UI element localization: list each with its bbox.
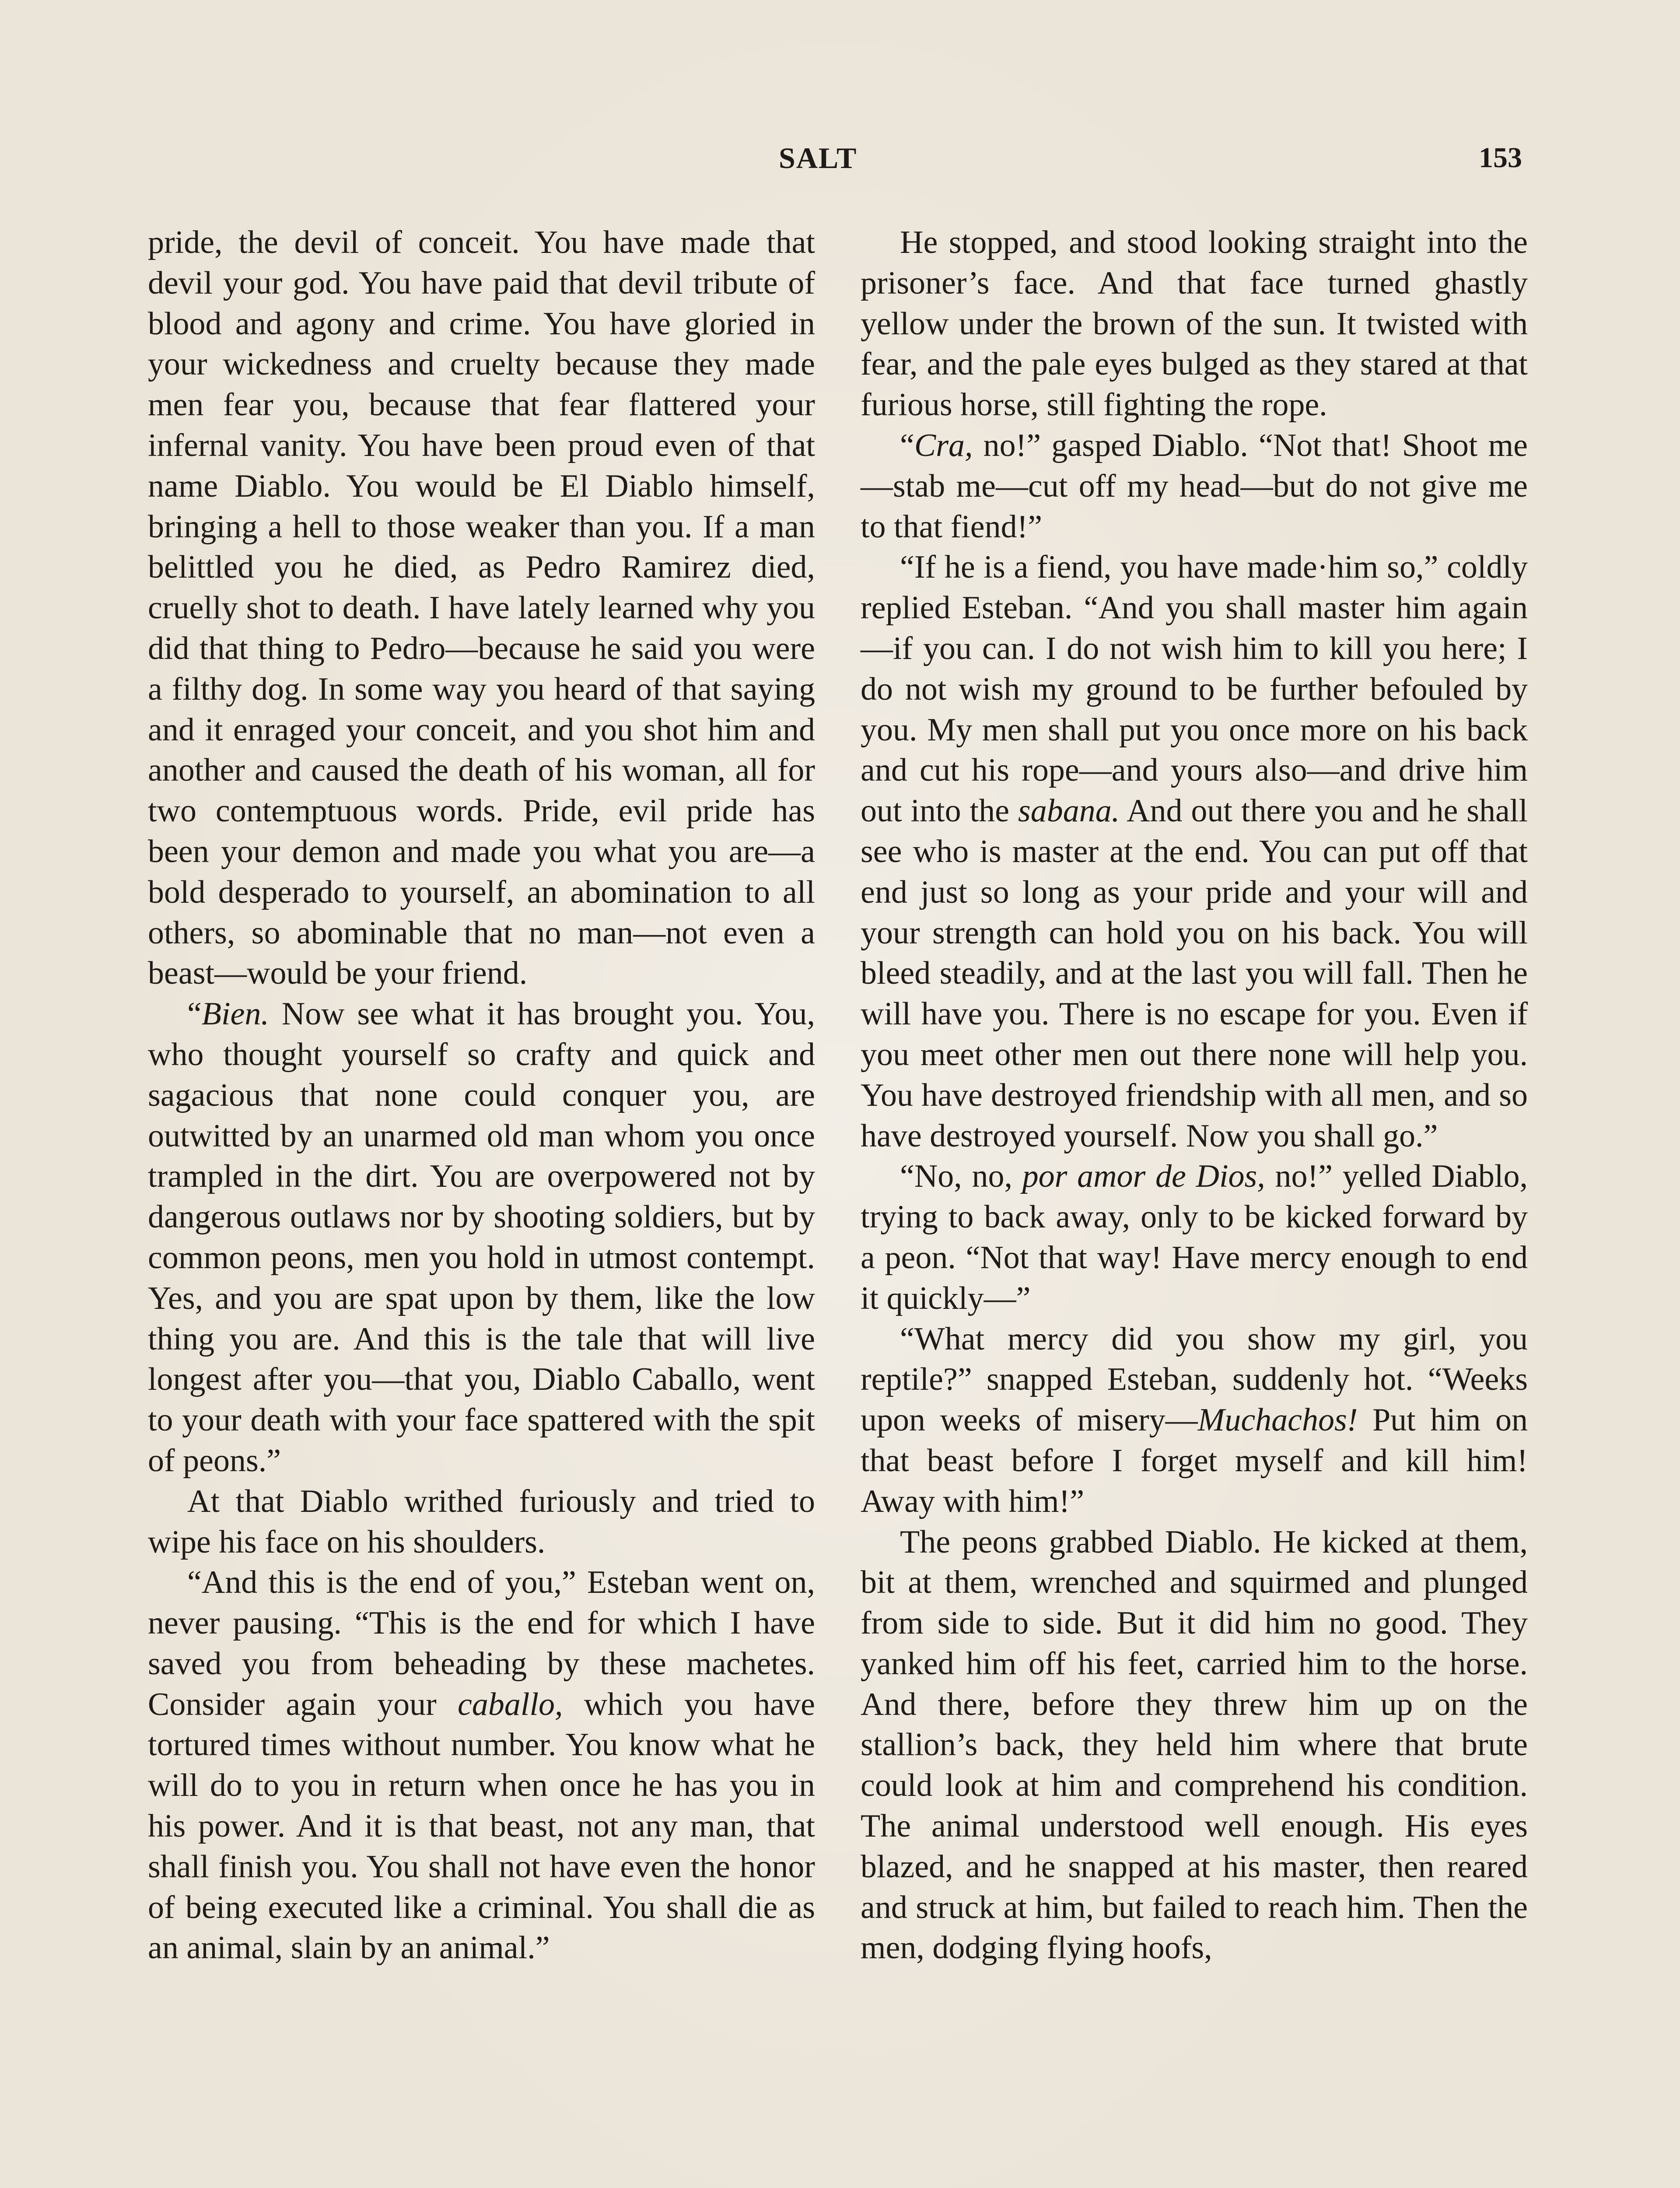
text-run: At that Diablo writhed furiously and tried to wipe his face on his shoulders. bbox=[148, 1483, 815, 1560]
italic-text: caballo, bbox=[458, 1686, 563, 1722]
text-run: He stopped, and stood looking straight into the prisoner’s face. And that face turned ghastly yellow under the brown of the sun. It twisted with fear, and the pale eyes bulged as they stared at that furious horse, still fighting the rope. bbox=[861, 224, 1528, 423]
text-run: Put him on that beast before I forget myself and kill him! Away with him!” bbox=[861, 1402, 1528, 1519]
text-run: “If he is a fiend, you have made·him so,” coldly replied Esteban. “And you shall master him again—if you can. I do not wish him to kill you here; I do not wish my ground to be further befouled by you. My men shall put you once more on his back and cut his rope—and yours also—and drive him out into the bbox=[861, 549, 1528, 829]
text-run: pride, the devil of conceit. You have made that devil your god. You have paid that devil tribute of blood and agony and crime. You have gloried in your wickedness and cruelty because they made men fear you, because that fear flattered your infernal vanity. You have been proud even of that name Diablo. You would be El Diablo himself, bringing a hell to those weaker than you. If a man belittled you he died, as Pedro Ramirez died, cruelly shot to death. I have lately learned why you did that thing to Pedro—because he said you were a filthy dog. In some way you heard of that saying and it enraged your conceit, and you shot him and another and caused the death of his woman, all for two contemptuous words. Pride, evil pride has been your demon and made you what you are—a bold desperado to yourself, an abomination to all others, so abominable that no man—not even a beast—would be your friend. bbox=[148, 224, 815, 992]
italic-text: Bien. bbox=[201, 996, 269, 1032]
paragraph bbox=[148, 1562, 815, 1968]
running-head-title: SALT bbox=[779, 141, 858, 175]
paragraph bbox=[148, 1481, 815, 1563]
paragraph bbox=[861, 547, 1528, 1156]
text-run: “And this is the end of you,” Esteban went on, never pausing. “This is the end for which I have saved you from beheading by these machetes. Consider again your bbox=[148, 1564, 815, 1722]
text-run: The peons grabbed Diablo. He kicked at them, bit at them, wrenched and squirmed and plunged from side to side. But it did him no good. They yanked him off his feet, carried him to the horse. And there, before they threw him up on the stallion’s back, they held him where that brute could look at him and comprehend his condition. The animal understood well enough. His eyes blazed, and he snapped at his master, then reared and struck at him, but failed to reach him. Then the men, dodging flying hoofs, bbox=[861, 1524, 1528, 1966]
text-run: And out there you and he shall see who is master at the end. You can put off that end just so long as your pride and your will and your strength can hold you on his back. You will bleed steadily, and at the last you will fall. Then he will have you. There is no escape for you. Even if you meet other men out there none will help you. You have destroyed friendship with all men, and so have destroyed yourself. Now you shall go.” bbox=[861, 793, 1528, 1154]
text-run: Now see what it has brought you. You, who thought yourself so crafty and quick and sagacious that none could conquer you, are outwitted by an unarmed old man whom you once trampled in the dirt. You are overpowered not by dangerous outlaws nor by shooting soldiers, but by common peons, men you hold in utmost contempt. Yes, and you are spat upon by them, like the low thing you are. And this is the tale that will live longest after you—that you, Diablo Caballo, went to your death with your face spattered with the spit of peons.” bbox=[148, 996, 815, 1479]
paragraph bbox=[861, 222, 1528, 425]
paragraph bbox=[861, 1156, 1528, 1318]
text-run: no!” gasped Diablo. “Not that! Shoot me—stab me—cut off my head—but do not give me to that fiend!” bbox=[861, 427, 1528, 545]
paragraph bbox=[861, 1522, 1528, 1969]
running-head bbox=[0, 138, 1680, 178]
text-run: which you have tortured times without number. You know what he will do to you in return when once he has you in his power. And it is that beast, not any man, that shall finish you. You shall not have even the honor of being executed like a criminal. You shall die as an animal, slain by an animal.” bbox=[148, 1686, 815, 1966]
paragraph bbox=[861, 425, 1528, 547]
text-run: “What mercy did you show my girl, you reptile?” snapped Esteban, suddenly hot. “Weeks upon weeks of misery— bbox=[861, 1321, 1528, 1438]
text-run: “No, no, bbox=[900, 1158, 1022, 1195]
italic-text: Muchachos! bbox=[1197, 1402, 1358, 1438]
italic-text: sabana. bbox=[1018, 793, 1120, 829]
page-number: 153 bbox=[1479, 142, 1522, 174]
italic-text: Cra, bbox=[914, 427, 973, 463]
paragraph bbox=[148, 222, 815, 994]
right-text-column bbox=[861, 222, 1528, 1968]
paragraph bbox=[861, 1319, 1528, 1522]
text-run: “ bbox=[187, 996, 202, 1032]
text-run: “ bbox=[900, 427, 914, 463]
text-run: no!” yelled Diablo, trying to back away, only to be kicked forward by a peon. “Not that way! Have mercy enough to end it quickly—” bbox=[861, 1158, 1528, 1316]
italic-text: por amor de Dios, bbox=[1022, 1158, 1265, 1195]
left-text-column bbox=[148, 222, 815, 1968]
paragraph bbox=[148, 994, 815, 1481]
